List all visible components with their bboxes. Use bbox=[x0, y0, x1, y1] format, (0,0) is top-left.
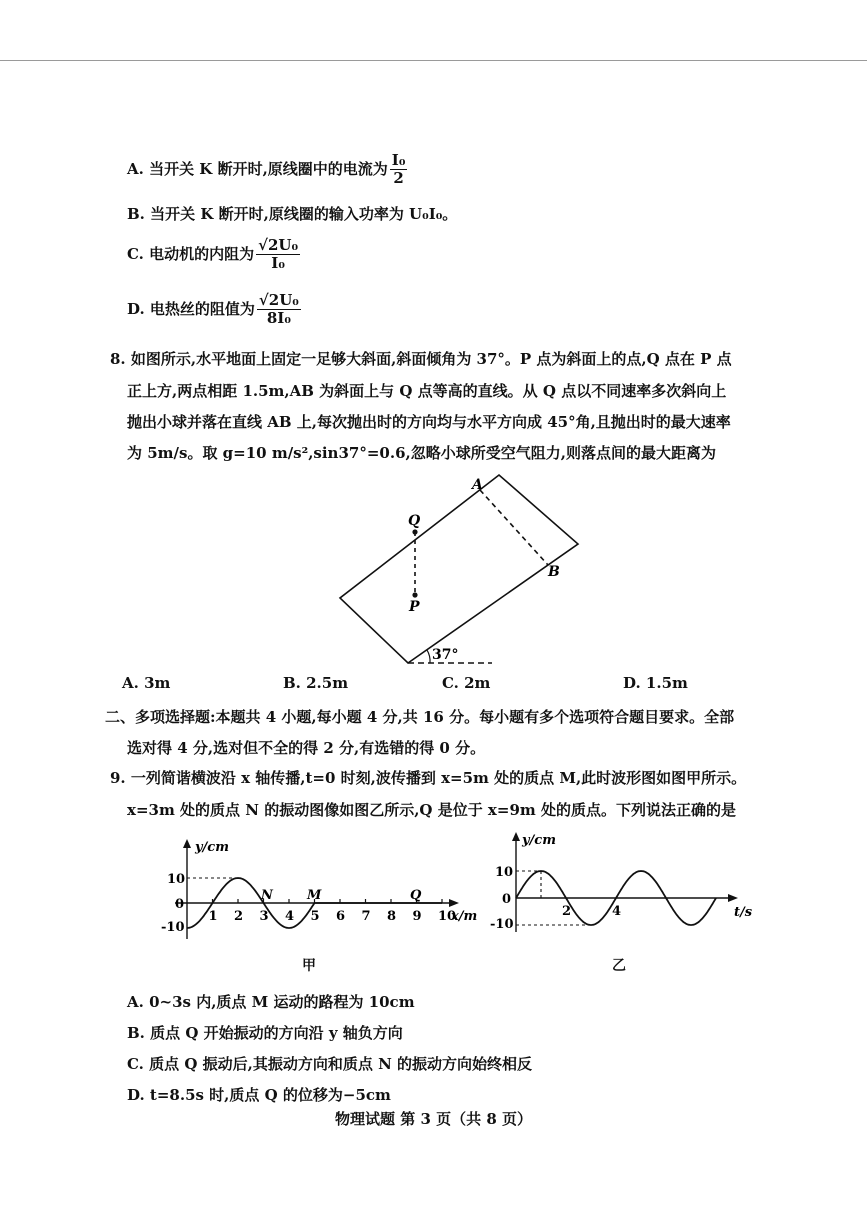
q9-option-c: C. 质点 Q 振动后,其振动方向和质点 N 的振动方向始终相反 bbox=[127, 1055, 533, 1073]
caption-jia: 甲 bbox=[302, 958, 316, 974]
x-axis-label: x/m bbox=[451, 909, 478, 924]
x-tick-label: 8 bbox=[387, 909, 397, 924]
q8-option-c: C. 2m bbox=[442, 674, 491, 692]
q9-option-b: B. 质点 Q 开始振动的方向沿 y 轴负方向 bbox=[127, 1024, 403, 1042]
point-q bbox=[412, 529, 417, 534]
point-m-label: M bbox=[307, 888, 322, 903]
incline-figure bbox=[320, 470, 600, 670]
q7-option-c: C. 电动机的内阻为 $\frac{\text{√2U₀}}{\text{I₀}}$ bbox=[127, 236, 299, 273]
x-tick-label: 7 bbox=[361, 909, 371, 924]
x-tick-label: 1 bbox=[208, 909, 218, 924]
fraction: $\frac{\text{I₀}}{2}$ bbox=[391, 151, 406, 188]
q8-option-d: D. 1.5m bbox=[623, 674, 688, 692]
label-b: B bbox=[548, 564, 560, 580]
vibration-graph-yi bbox=[480, 828, 760, 938]
x-tick-label: 3 bbox=[259, 909, 269, 924]
label-a: A bbox=[472, 477, 483, 493]
q8-line-4: 为 5m/s。取 g=10 m/s²,sin37°=0.6,忽略小球所受空气阻力,则落点间的最大距离为 bbox=[127, 444, 716, 462]
q8-line-3: 抛出小球并落在直线 AB 上,每次抛出时的方向均与水平方向成 45°角,且抛出时的最大速率 bbox=[127, 413, 731, 431]
x-tick-label: 6 bbox=[336, 909, 346, 924]
q8-option-a: A. 3m bbox=[122, 674, 171, 692]
fraction: $\frac{\text{√2U₀}}{\text{I₀}}$ bbox=[258, 236, 299, 273]
label-q: Q bbox=[408, 513, 421, 529]
x-axis-arrow bbox=[728, 894, 738, 902]
y-tick-10: 10 bbox=[495, 865, 514, 880]
q9-line-1: 9. 一列简谐横波沿 x 轴传播,t=0 时刻,波传播到 x=5m 处的质点 M,此时波形图如图甲所示。 bbox=[110, 769, 747, 787]
y-tick-neg10: -10 bbox=[490, 917, 514, 932]
q7-option-b: B. 当开关 K 断开时,原线圈的输入功率为 U₀I₀。 bbox=[127, 205, 458, 223]
x-tick-label: 2 bbox=[562, 904, 572, 919]
page-footer: 物理试题 第 3 页（共 8 页） bbox=[335, 1110, 532, 1128]
y-axis-arrow bbox=[512, 832, 520, 841]
caption-yi: 乙 bbox=[612, 958, 626, 974]
wave-graph-jia bbox=[155, 835, 485, 945]
x-axis-label: t/s bbox=[734, 905, 753, 920]
point-q-label: Q bbox=[410, 888, 422, 903]
q7-option-d: D. 电热丝的阻值为 $\frac{\text{√2U₀}}{\text{8I₀}}$ bbox=[127, 291, 299, 328]
incline-plane bbox=[340, 475, 578, 663]
x-tick-label: 5 bbox=[310, 909, 320, 924]
line-ab bbox=[480, 490, 548, 565]
x-tick-label: 9 bbox=[412, 909, 422, 924]
q7-option-a: A. 当开关 K 断开时,原线圈中的电流为 $\frac{\text{I₀}}{2}$ bbox=[127, 151, 406, 188]
q9-option-d: D. t=8.5s 时,质点 Q 的位移为−5cm bbox=[127, 1086, 391, 1104]
label-p: P bbox=[409, 599, 420, 615]
angle-arc bbox=[427, 650, 430, 663]
x-tick-label: 2 bbox=[234, 909, 244, 924]
fraction: $\frac{\text{√2U₀}}{\text{8I₀}}$ bbox=[258, 291, 299, 328]
q9-option-a: A. 0~3s 内,质点 M 运动的路程为 10cm bbox=[127, 993, 415, 1011]
y-axis-label: y/cm bbox=[195, 840, 229, 855]
x-axis-arrow bbox=[449, 899, 459, 907]
point-n-label: N bbox=[261, 888, 273, 903]
angle-label: 37° bbox=[432, 647, 459, 663]
y-tick-0: 0 bbox=[175, 897, 185, 912]
q8-line-2: 正上方,两点相距 1.5m,AB 为斜面上与 Q 点等高的直线。从 Q 点以不同速率多次斜向上 bbox=[127, 382, 727, 400]
q8-option-b: B. 2.5m bbox=[283, 674, 349, 692]
x-tick-label: 4 bbox=[285, 909, 295, 924]
y-tick-10: 10 bbox=[167, 872, 186, 887]
section2-line-2: 选对得 4 分,选对但不全的得 2 分,有选错的得 0 分。 bbox=[127, 739, 486, 757]
y-tick-neg10: -10 bbox=[161, 920, 185, 935]
top-rule bbox=[0, 60, 867, 61]
q8-line-1: 8. 如图所示,水平地面上固定一足够大斜面,斜面倾角为 37°。P 点为斜面上的点,Q 点在 P 点 bbox=[110, 350, 732, 368]
y-axis-label: y/cm bbox=[522, 833, 556, 848]
y-tick-0: 0 bbox=[502, 892, 512, 907]
x-tick-label: 10 bbox=[438, 909, 457, 924]
section2-line-1: 二、多项选择题:本题共 4 小题,每小题 4 分,共 16 分。每小题有多个选项符合题目要求。全部 bbox=[105, 708, 735, 726]
point-p bbox=[412, 592, 417, 597]
x-tick-label: 4 bbox=[612, 904, 622, 919]
q9-line-2: x=3m 处的质点 N 的振动图像如图乙所示,Q 是位于 x=9m 处的质点。下列说法正确的是 bbox=[127, 801, 736, 819]
y-axis-arrow bbox=[183, 839, 191, 848]
